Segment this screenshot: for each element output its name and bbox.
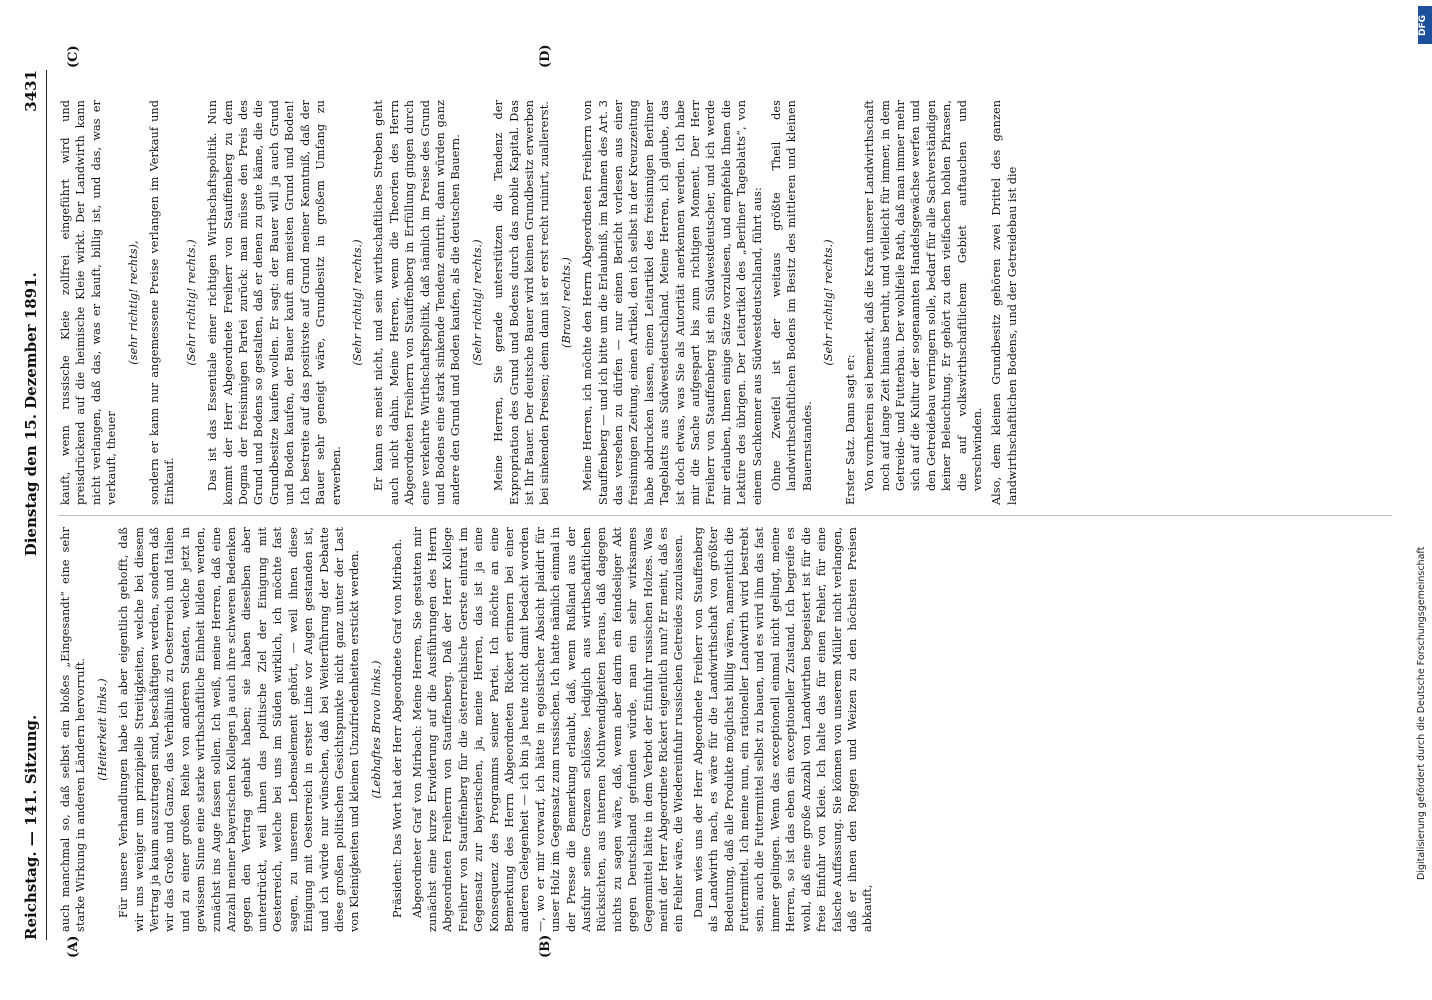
digitization-credit: Digitalisierung gefördert durch die Deutsche Forschungsgemeinschaft: [1416, 546, 1427, 880]
quotation: Von vornherein sei bemerkt, daß die Kraft unserer Landwirthschaft noch auf lange Zeit hinaus beruht, und vielleicht für immer, in dem Getreide- und Futterbau. Der wohlfeile Rath, daß man immer mehr sich auf die Kultur der sogenannten Handelsgewächse werfen und den Getreidebau verringern solle, bedarf für alle Sachverständigen keiner Beleuchtung. Er gehört zu den vielfachen hohlen Phrasen, die auf volkswirthschaftlichem Gebiet auftauchen und verschwinden.: [863, 100, 984, 491]
paragraph: Abgeordneter Graf von Mirbach: Meine Herren, Sie gestatten mir zunächst eine kurze Erwiderung auf die Ausführungen des Herrn Abgeordneten Freiherrn von Stauffenberg. Daß der Herr Kollege Freiherr von Stauffenberg für die österreichische Gerste eintrat im Gegensatz zur bayerischen, ja, meine Herren, das ist ja eine Konsequenz des Programms seiner Partei. Ich möchte an eine Bemerkung des Herrn Abgeordneten Rickert erinnern bei einer anderen Gelegenheit — ich bin ja heute nicht damit bedacht worden —, wo er mir vorwarf, ich hätte in egoistischer Absicht plaidirt für unser Holz im Gegensatz zum russischen. Ich hatte nämlich einmal in der Presse die Bemerkung erlaubt, daß, wenn Rußland aus der Ausfuhr seine Grenzen schlösse, lediglich aus wirthschaftlichen Rücksichten, aus internen Nothwendigkeiten heraus, daß dagegen nichts zu sagen wäre, daß, wenn aber darin ein feindseliger Akt gegen Deutschland gefunden würde, man ein sehr wirksames Gegenmittel hätte in dem Verbot der Einfuhr russischen Holzes. Was meint der Herr Abgeordnete Rickert eigentlich nun? Er meint, daß es ein Fehler wäre, die Wiedereinfuhr russischen Getreides zuzulassen.: [410, 527, 686, 932]
page-header: [20, 70, 47, 940]
margin-marker-a: (A): [66, 935, 81, 958]
margin-marker-c: (C): [66, 45, 81, 68]
paragraph: kauft, wenn russische Kleie zollfrei eingeführt wird und preisdrückend auf die heimische Kleie wirkt. Der Landwirth kann nicht verlangen, daß das, was er kauft, billig ist, und das, was er verkauft, theuer: [59, 100, 119, 505]
header-left: Reichstag. — 141. Sitzung.: [22, 714, 40, 940]
paragraph: Erster Satz. Dann sagt er:: [843, 354, 857, 505]
paragraph: Das ist das Essentiale einer richtigen Wirthschaftspolitik. Nun kommt der Herr Abgeordnete Freiherr von Stauffenberg zu dem Dogma der freisinnigen Partei zurück: man müsse den Preis des Grund und Bodens so gestalten, daß er denen zu gute käme, die die Grundbesitze kaufen wollen. Er sagt: der Bauer will ja auch Grund und Boden kaufen, der Bauer kauft am meisten Grund und Boden! Ich bestreite auf das positivste auf Grund meiner Kenntniß, daß der Bauer sehr geneigt wäre, Grundbesitz in großem Umfang zu erwerben.: [206, 100, 343, 505]
paragraph: Dann wies uns der Herr Abgeordnete Freiherr von Stauffenberg als Landwirth nach, es wäre für die Landwirthschaft von größter Bedeutung, daß alle Produkte möglichst billig wären, namentlich die Futtermittel. Ich meine nun, ein rationeller Landwirth wird bestrebt sein, auch die Futtermittel selbst zu bauen, und es wird ihm das fast immer gelingen. Wenn das exceptionell einmal nicht gelingt, meine Herren, so ist das eben ein exceptioneller Zustand. Ich begreife es wohl, daß eine große Anzahl von Landwirthen begeistert ist für die freie Einfuhr von Kleie. Ich halte das für einen Fehler, für eine falsche Auffassung. Sie können von unserem Müller nicht verlangen, daß er ihnen den Roggen und Weizen zu den höchsten Preisen abkauft,: [691, 527, 875, 932]
speaker-paragraph: Präsident: Das Wort hat der Herr Abgeordnete Graf von Mirbach.: [391, 538, 405, 918]
interjection: (Sehr richtig! rechts.): [350, 239, 364, 366]
paragraph: Meine Herren, ich möchte den Herrn Abgeordneten Freiherrn von Stauffenberg — und ich bitte um die Erlaubniß, im Rahmen des Art. 3 das versehen zu dürfen — nur einen Bericht vorlesen aus einer freisinnigen Zeitung, einen Artikel, den ich selbst in der Kreuzzeitung habe abdrucken lassen, einen Leitartikel des freisinnigen Berliner Tageblatts aus Südwestdeutschland. Meine Herren, ich glaube, das ist doch etwas, was Sie als Autorität anerkennen werden. Ich habe mir die Sache aufgespart bis zum richtigen Moment. Der Herr Freiherr von Stauffenberg ist ein Südwestdeutscher, und ich werde mir erlauben, Ihnen einige Sätze vorzulesen, und empfehle Ihnen die Lektüre des übrigen. Der Leitartikel des „Berliner Tageblatts“, von einem Sachkenner aus Südwestdeutschland, führt aus:: [581, 100, 764, 505]
page-number: 3431: [22, 70, 40, 112]
margin-marker-b: (B): [538, 934, 553, 958]
interjection: (Sehr richtig! rechts.): [470, 239, 484, 366]
interjection: (sehr richtig! rechts),: [126, 240, 140, 365]
paragraph: Er kann es meist nicht, und sein wirthschaftliches Streben geht auch nicht dahin. Meine Herren, wenn die Theorien des Herrn Abgeordneten Freiherrn von Stauffenberg in Erfüllung gingen durch eine verkehrte Wirthschaftspolitik, daß nämlich im Preise des Grund und Bodens eine stark sinkende Tendenz eintritt, dann würden ganz andere den Grund und Boden kaufen, als die deutschen Bauern.: [372, 100, 463, 505]
paragraph: Meine Herren, Sie gerade unterstützen die Tendenz der Expropriation des Grund und Bodens durch das mobile Kapital. Das ist Ihr Bauer. Der deutsche Bauer wird keinen Grundbesitz erwerben bei sinkenden Preisen; denn dann ist er erst recht ruinirt, zuallererst.: [492, 100, 552, 505]
column-divider: [58, 515, 1392, 516]
paragraph: auch manchmal so, daß selbst ein bloßes „Eingesandt“ eine sehr starke Wirkung in anderen Ländern hervorruft.: [59, 527, 88, 932]
left-column: [58, 527, 880, 932]
header-right: [22, 70, 40, 556]
paragraph: sondern er kann nur angemessene Preise verlangen im Verkauf und Einkauf.: [148, 100, 177, 505]
paragraph: Also, dem kleinen Grundbesitz gehören zwei Drittel des ganzen landwirthschaftlichen Bodens, und der Getreidebau ist die: [990, 100, 1019, 505]
interjection: (Sehr richtig! rechts.): [184, 239, 198, 366]
dfg-logo: DFG: [1418, 6, 1432, 44]
header-date: Dienstag den 15. Dezember 1891.: [22, 272, 40, 557]
quotation: Ohne Zweifel ist der weitaus größte Theil des landwirthschaftlichen Bodens im Besitz des mittleren und kleinen Bauernstandes.: [770, 100, 814, 491]
interjection: (Sehr richtig! rechts.): [822, 239, 836, 366]
right-column: [58, 100, 1024, 505]
interjection: (Lebhaftes Bravo links.): [369, 660, 383, 799]
paragraph: Für unsere Verhandlungen habe ich aber eigentlich gehofft, daß wir uns weniger um prinzipielle Streitigkeiten, welche bei diesem Vertrag ja kaum auszutragen sind, beschäftigen werden, sondern daß wir das Große und Ganze, das Verhältniß zu Oesterreich und Italien und zu einer großen Reihe von anderen Staaten, welche jetzt in gewissem Sinne eine starke wirthschaftliche Einheit bilden werden, zunächst ins Auge fassen sollen. Ich weiß, meine Herren, daß eine Anzahl meiner bayerischen Kollegen ja auch ihre schweren Bedenken gegen den Vertrag gehabt haben; sie haben dieselben aber unterdrückt, weil ihnen das politische Ziel der Einigung mit Oesterreich, welche bei uns im Süden wirklich, ich möchte fast sagen, zu unserem Lebenselement gehört, — weil ihnen diese Einigung mit Oesterreich in erster Linie vor Augen gestanden ist, und ich würde nur wünschen, daß bei Weiterführung der Debatte diese großen politischen Gesichtspunkte nicht ganz unter der Last von Kleinigkeiten und kleinen Unzufriedenheiten erstickt werden.: [117, 527, 362, 932]
interjection: (Bravo! rechts.): [559, 257, 573, 348]
margin-marker-d: (D): [538, 44, 553, 68]
interjection: (Heiterkeit links.): [95, 678, 109, 781]
